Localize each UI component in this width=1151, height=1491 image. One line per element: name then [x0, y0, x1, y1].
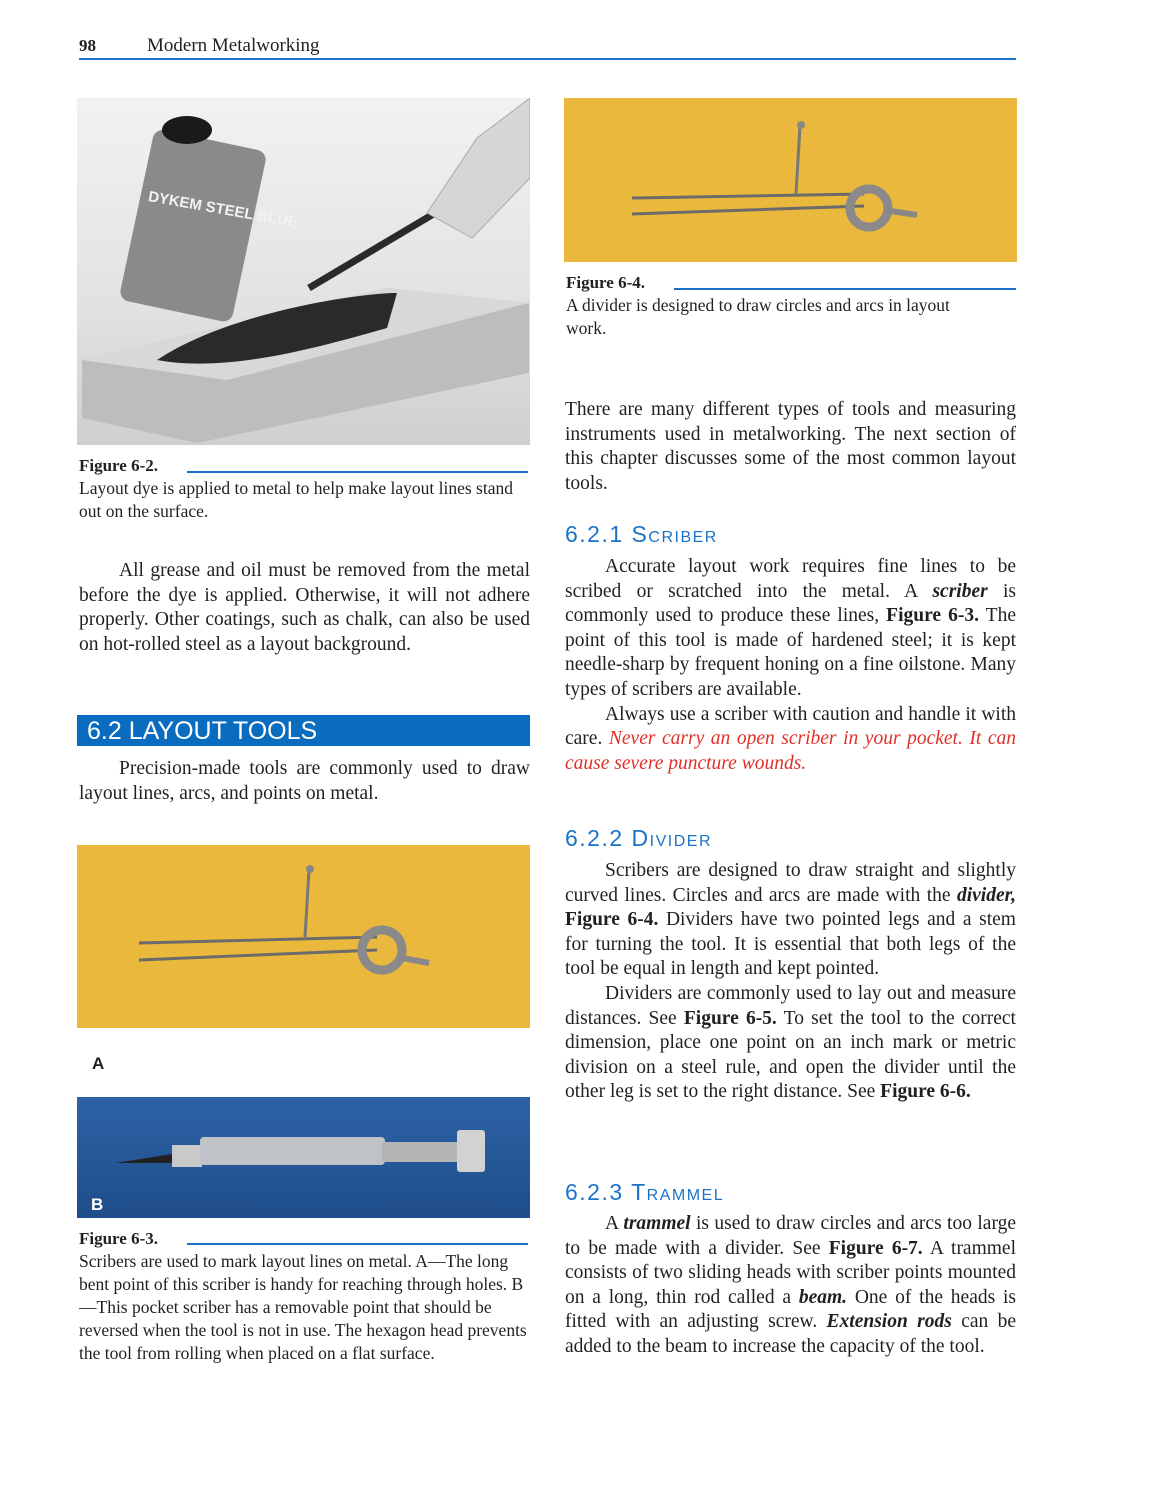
figure-6-2-caption: Layout dye is applied to metal to help make layout lines stand out on the surface. [79, 478, 513, 521]
can-label: DYKEM STEEL BLUE [146, 188, 299, 232]
panel-a-label: A [92, 1054, 105, 1073]
subsection-heading-scriber: 6.2.1 Scriber [565, 521, 718, 547]
paragraph: Dividers are commonly used to lay out and measure distances. See Figure 6-5. To set the tool to the correct dimension, place one point on an inch mark or metric division on a steel rule, and open the divider until the other leg is set to the right distance. See Figure 6-6. [565, 982, 1016, 1103]
safety-warning: Never carry an open scriber in your pocket. It can cause severe puncture wounds. [565, 728, 1016, 774]
subsection-heading-trammel: 6.2.3 Trammel [565, 1179, 725, 1205]
figure-6-3-caption: Scribers are used to mark layout lines on metal. A—The long bent point of this scriber is handy for reaching through holes. B—This pocket scriber has a removable point that should be reversed when the tool is not in use. The hexagon head prevents the tool from rolling when placed on a flat surface. [79, 1251, 527, 1363]
divider-illustration [564, 98, 1017, 262]
figure-rule [187, 1243, 528, 1245]
paragraph: Always use a scriber with caution and handle it with care. Never carry an open scriber in your pocket. It can cause severe puncture wounds. [565, 703, 1016, 774]
paragraph: Accurate layout work requires fine lines to be scribed or scratched into the metal. A scriber is commonly used to produce these lines, Figure 6-3. The point of this tool is made of hardened steel; it is kept needle-sharp by frequent honing on a fine oilstone. Many types of scribers are available. [565, 556, 1016, 700]
section-heading-6-2: 6.2 LAYOUT TOOLS [77, 715, 530, 746]
figure-6-4-label: Figure 6-4. [566, 273, 646, 292]
paragraph-text: All grease and oil must be removed from the metal before the dye is applied. Otherwise, it will not adhere properly. Other coatings, such as chalk, can also be used on hot-rolled steel as a layout background. [79, 560, 530, 655]
subsection-heading-divider: 6.2.2 Divider [565, 825, 712, 851]
paragraph-text: There are many different types of tools and measuring instruments used in metalworking. The next section of this chapter discusses some of the most common layout tools. [565, 399, 1016, 494]
long-scriber-photo [77, 845, 530, 1028]
figure-rule [187, 471, 528, 473]
header-rule [79, 58, 1016, 60]
running-header: Modern Metalworking [147, 35, 320, 56]
paragraph-text: Precision-made tools are commonly used to draw layout lines, arcs, and points on metal. [79, 758, 530, 804]
paragraph-intro [79, 757, 530, 806]
figure-6-2-label: Figure 6-2. [79, 456, 159, 475]
page-number: 98 [79, 36, 96, 55]
paragraph: A trammel is used to draw circles and arcs too large to be made with a divider. See Figure 6-7. A trammel consists of two sliding heads with scriber points mounted on a long, thin rod called a beam. One of the heads is fitted with an adjusting screw. Extension rods can be added to the beam to increase the capacity of the tool. [565, 1213, 1017, 1357]
layout-dye-photo [77, 98, 530, 445]
paragraph-tool-types [565, 398, 1016, 496]
paragraph: Scribers are designed to draw straight and slightly curved lines. Circles and arcs are made with the divider, Figure 6-4. Dividers have two pointed legs and a stem for turning the tool. It is essential that both legs of the tool be equal in length and kept pointed. [565, 860, 1016, 980]
pocket-scriber-photo [77, 1097, 530, 1218]
figure-6-3-label: Figure 6-3. [79, 1229, 159, 1248]
scriber-section-text [565, 555, 1016, 776]
panel-b-label: B [91, 1195, 104, 1214]
trammel-section-text [565, 1212, 1016, 1360]
figure-rule [674, 288, 1016, 290]
divider-section-text [565, 859, 1016, 1105]
figure-6-4-caption: A divider is designed to draw circles and arcs in layout work. [566, 295, 950, 338]
paragraph-grease [79, 559, 530, 657]
pocket-scriber-illustration [77, 1097, 530, 1218]
divider-photo [564, 98, 1017, 262]
layout-dye-illustration [77, 98, 530, 445]
divider-illustration [77, 845, 530, 1028]
